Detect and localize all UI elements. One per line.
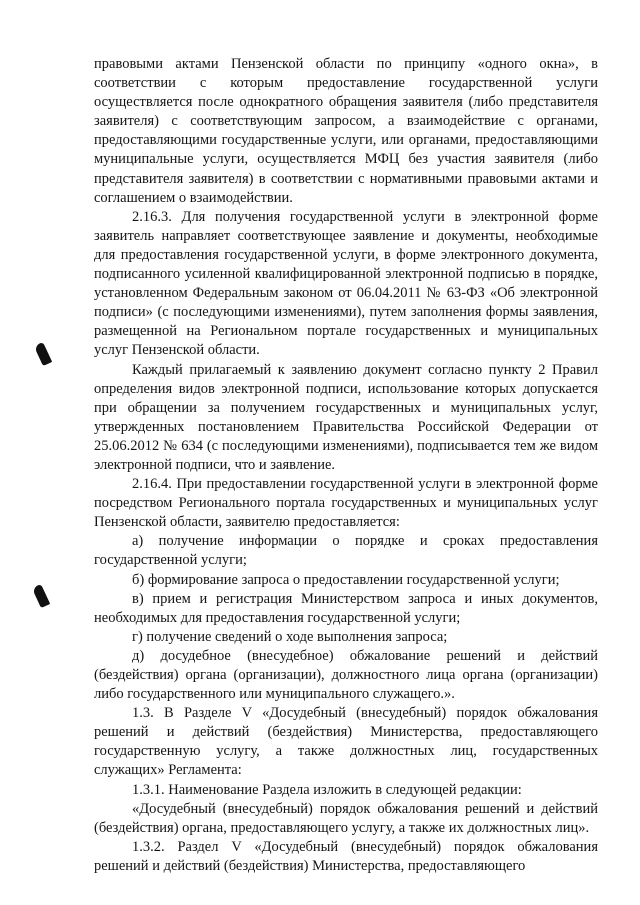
list-item: г) получение сведений о ходе выполнения запроса; bbox=[132, 628, 448, 645]
list-item: б) формирование запроса о предоставлении государственной услуги; bbox=[132, 571, 560, 588]
punch-hole-mark bbox=[32, 584, 50, 608]
paragraph: 1.3.1. Наименование Раздела изложить в следующей редакции: bbox=[132, 781, 522, 798]
list-item: д) досудебное (внесудебное) обжалование решений и действий (бездействия) органа (организации), должностного лица органа (организации) либо государственного или муниципального служащего.». bbox=[94, 647, 598, 703]
paragraph: «Досудебный (внесудебный) порядок обжалования решений и действий (бездействия) органа, предоставляющего услугу, а также их должностных лиц». bbox=[94, 800, 598, 836]
punch-hole-mark bbox=[34, 342, 52, 366]
list-item: в) прием и регистрация Министерством запроса и иных документов, необходимых для предоставления государственной услуги; bbox=[94, 590, 598, 626]
list-item: а) получение информации о порядке и сроках предоставления государственной услуги; bbox=[94, 533, 598, 569]
paragraph: правовыми актами Пензенской области по принципу «одного окна», в соответствии с которым предоставление государственной услуги осуществляется после однократного обращения заявителя (либо представителя заявителя) с соответствующим запросом, а взаимодействие с органами, предоставляющими государственные услуги, или органами, предоставляющими муниципальные услуги, осуществляется МФЦ без участия заявителя (либо представителя заявителя) в соответствии с нормативными правовыми актами и соглашением о взаимодействии. bbox=[94, 56, 598, 206]
paragraph: Каждый прилагаемый к заявлению документ согласно пункту 2 Правил определения видов электронной подписи, использование которых допускается при обращении за получением государственных и муниципальных услуг, утвержденных постановлением Правительства Российской Федерации от 25.06.2012 № 634 (с последующими изменениями), подписывается тем же видом электронной подписи, что и заявление. bbox=[94, 361, 598, 473]
paragraph: 2.16.3. Для получения государственной услуги в электронной форме заявитель направляет соответствующее заявление и документы, необходимые для предоставления государственной услуги, в форме электронного документа, подписанного усиленной квалифицированной электронной подписью в порядке, установленном Федеральным законом от 06.04.2011 № 63-ФЗ «Об электронной подписи» (с последующими изменениями), путем заполнения формы заявления, размещенной на Региональном портале государственных и муниципальных услуг Пензенской области. bbox=[94, 208, 598, 359]
paragraph: 1.3.2. Раздел V «Досудебный (внесудебный) порядок обжалования решений и действий (бездействия) Министерства, предоставляющего bbox=[94, 838, 598, 874]
document-body bbox=[94, 55, 598, 876]
paragraph: 2.16.4. При предоставлении государственной услуги в электронной форме посредством Регионального портала государственных и муниципальных услуг Пензенской области, заявителю предоставляется: bbox=[94, 476, 598, 531]
paragraph: 1.3. В Разделе V «Досудебный (внесудебный) порядок обжалования решений и действий (бездействия) Министерства, предоставляющего государственную услугу, а также должностных лиц, государственных служащих» Регламента: bbox=[94, 705, 598, 779]
